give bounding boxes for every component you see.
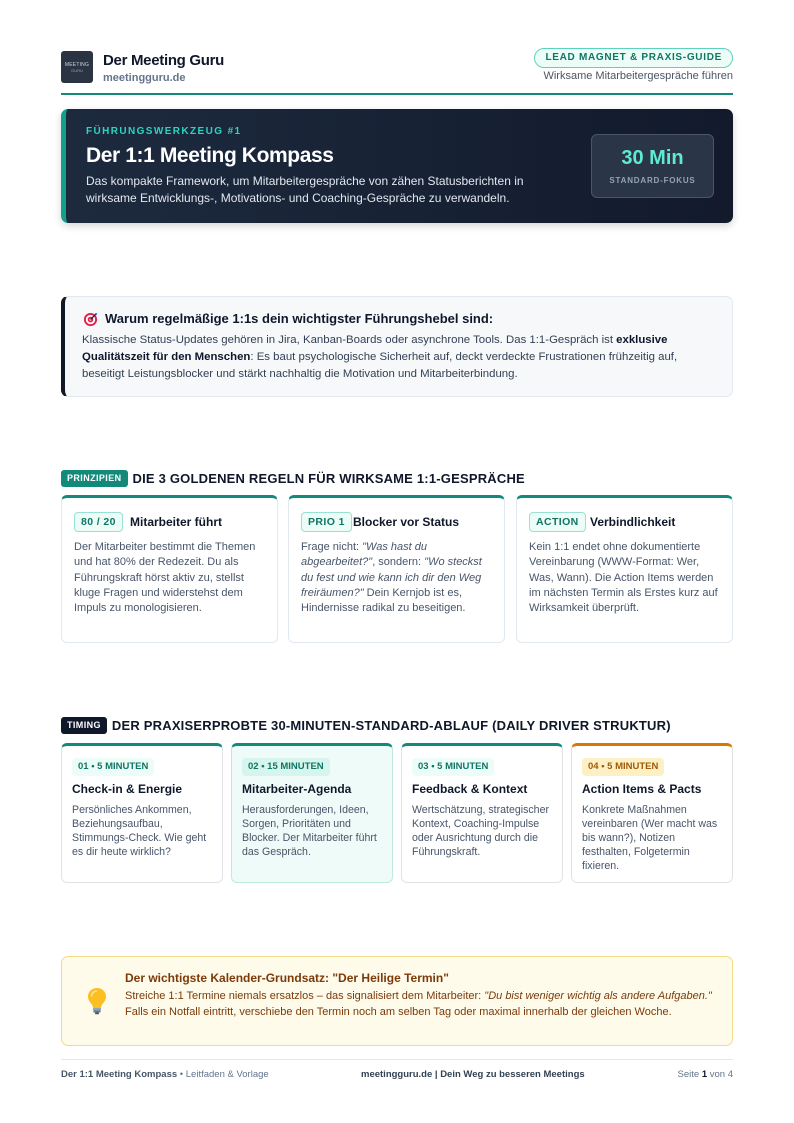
duration-stat-box	[591, 134, 714, 198]
timing-step-2	[231, 743, 393, 883]
calendar-principle-callout	[61, 956, 733, 1046]
hero-title: Der 1:1 Meeting Kompass	[86, 144, 334, 167]
footer-doc-info: Der 1:1 Meeting Kompass • Leitfaden & Vorlage	[61, 1069, 269, 1080]
calendar-text: Streiche 1:1 Termine niemals ersatzlos – das signalisiert dem Mitarbeiter: "Du bist weniger wichtig als andere Aufgaben." Falls ein Notfall eintritt, verschiebe den Termin noch am selben Tag oder maximal innerhalb der gleichen Woche.	[125, 990, 712, 1018]
brand-logo	[61, 51, 93, 83]
timing-section-tag: TIMING	[61, 717, 107, 734]
timing-section-title: DER PRAXISERPROBTE 30-MINUTEN-STANDARD-ABLAUF (DAILY DRIVER STRUKTUR)	[111, 718, 671, 733]
hero-kicker: FÜHRUNGSWERKZEUG #1	[86, 126, 242, 137]
calendar-title: Der wichtigste Kalender-Grundsatz: "Der Heilige Termin"	[125, 971, 449, 985]
rule-title: Mitarbeiter führt	[130, 515, 223, 529]
rules-section-title: DIE 3 GOLDENEN REGELN FÜR WIRKSAME 1:1-GESPRÄCHE	[132, 471, 525, 486]
footer-page-number: Seite 1 von 4	[677, 1069, 733, 1080]
page-footer	[61, 1059, 733, 1083]
step-text: Persönliches Ankommen, Beziehungsaufbau, Stimmungs-Check. Wie geht es dir heute wirklich?	[72, 804, 207, 858]
rule-card-3	[516, 495, 733, 643]
timing-step-3	[401, 743, 563, 883]
logo-text-line2: GURU	[71, 67, 83, 73]
step-text: Konkrete Maßnahmen vereinbaren (Wer macht was bis wann?), Notizen festhalten, Folgetermin fixieren.	[582, 804, 718, 872]
step-badge: 01 • 5 MINUTEN	[72, 758, 154, 776]
page-header	[61, 50, 733, 95]
rule-badge: PRIO 1	[301, 512, 352, 532]
timing-step-1	[61, 743, 223, 883]
step-title: Mitarbeiter-Agenda	[242, 782, 352, 796]
rule-badge: 80 / 20	[74, 512, 123, 532]
hero-description: Das kompakte Framework, um Mitarbeitergespräche von zähen Statusberichten in wirksame Entwicklungs-, Motivations- und Coaching-Gespräche zu verwandeln.	[86, 174, 524, 205]
rule-title: Verbindlichkeit	[590, 515, 676, 529]
brand-name: Der Meeting Guru	[103, 52, 225, 69]
step-text: Wertschätzung, strategischer Kontext, Coaching-Impulse oder Ausrichtung durch die Führungskraft.	[412, 804, 549, 858]
footer-doc-title: Der 1:1 Meeting Kompass	[61, 1069, 178, 1080]
why-callout	[61, 296, 733, 397]
step-title: Check-in & Energie	[72, 782, 183, 796]
rule-text: Kein 1:1 endet ohne dokumentierte Vereinbarung (WWW-Format: Wer, Was, Wann). Die Action Items werden im nächsten Termin als Erstes kurz auf Wirksamkeit überprüft.	[529, 541, 718, 615]
target-icon	[83, 312, 98, 327]
lead-magnet-badge: LEAD MAGNET & PRAXIS-GUIDE	[534, 48, 733, 68]
header-subtitle: Wirksame Mitarbeitergespräche führen	[543, 70, 733, 82]
step-title: Action Items & Pacts	[582, 782, 702, 796]
logo-text-line1: MEETING	[64, 61, 90, 68]
duration-value: 30 Min	[621, 147, 684, 169]
rule-card-1	[61, 495, 278, 643]
hero-banner	[61, 109, 733, 223]
why-text-highlight: exklusive Qualitätszeit für den Menschen	[82, 334, 668, 363]
step-text: Herausforderungen, Ideen, Sorgen, Prioritäten und Blocker. Der Mitarbeiter führt das Gespräch.	[242, 804, 377, 858]
timing-step-4	[571, 743, 733, 883]
step-badge: 02 • 15 MINUTEN	[242, 758, 330, 776]
rule-card-2	[288, 495, 505, 643]
why-title: Warum regelmäßige 1:1s dein wichtigster Führungshebel sind:	[105, 311, 494, 326]
rule-text: Frage nicht: "Was hast du abgearbeitet?", sondern: "Wo steckst du fest und wie kann ich dir den Weg freiräumen?" Dein Kernjob ist es, Hindernisse radikal zu beseitigen.	[301, 541, 482, 615]
step-title: Feedback & Kontext	[412, 782, 528, 796]
lightbulb-icon	[86, 987, 108, 1015]
rule-title: Blocker vor Status	[353, 515, 460, 529]
rule-text: Der Mitarbeiter bestimmt die Themen und hat 80% der Redezeit. Du als Führungskraft hörst aktiv zu, stellst kluge Fragen und widerstehst dem Impuls zu monologisieren.	[74, 541, 256, 615]
rule-badge: ACTION	[529, 512, 586, 532]
calendar-quote: "Du bist weniger wichtig als andere Aufgaben."	[484, 990, 712, 1002]
rules-section-tag: PRINZIPIEN	[61, 470, 128, 487]
footer-website: meetingguru.de | Dein Weg zu besseren Meetings	[361, 1069, 585, 1080]
brand-url: meetingguru.de	[103, 72, 186, 84]
why-text: Klassische Status-Updates gehören in Jira, Kanban-Boards oder asynchrone Tools. Das 1:1-Gespräch ist exklusive Qualitätszeit für den Menschen: Es baut psychologische Sicherheit auf, deckt verdeckte Frustrationen frühzeitig auf, beseitigt Leistungsblocker und stärkt nachhaltig die Motivation und Mitarbeiterbindung.	[82, 334, 678, 380]
step-badge: 03 • 5 MINUTEN	[412, 758, 494, 776]
duration-label: STANDARD-FOKUS	[609, 176, 696, 185]
rules-section-heading	[61, 470, 525, 487]
timing-section-heading	[61, 717, 671, 734]
step-badge: 04 • 5 MINUTEN	[582, 758, 664, 776]
